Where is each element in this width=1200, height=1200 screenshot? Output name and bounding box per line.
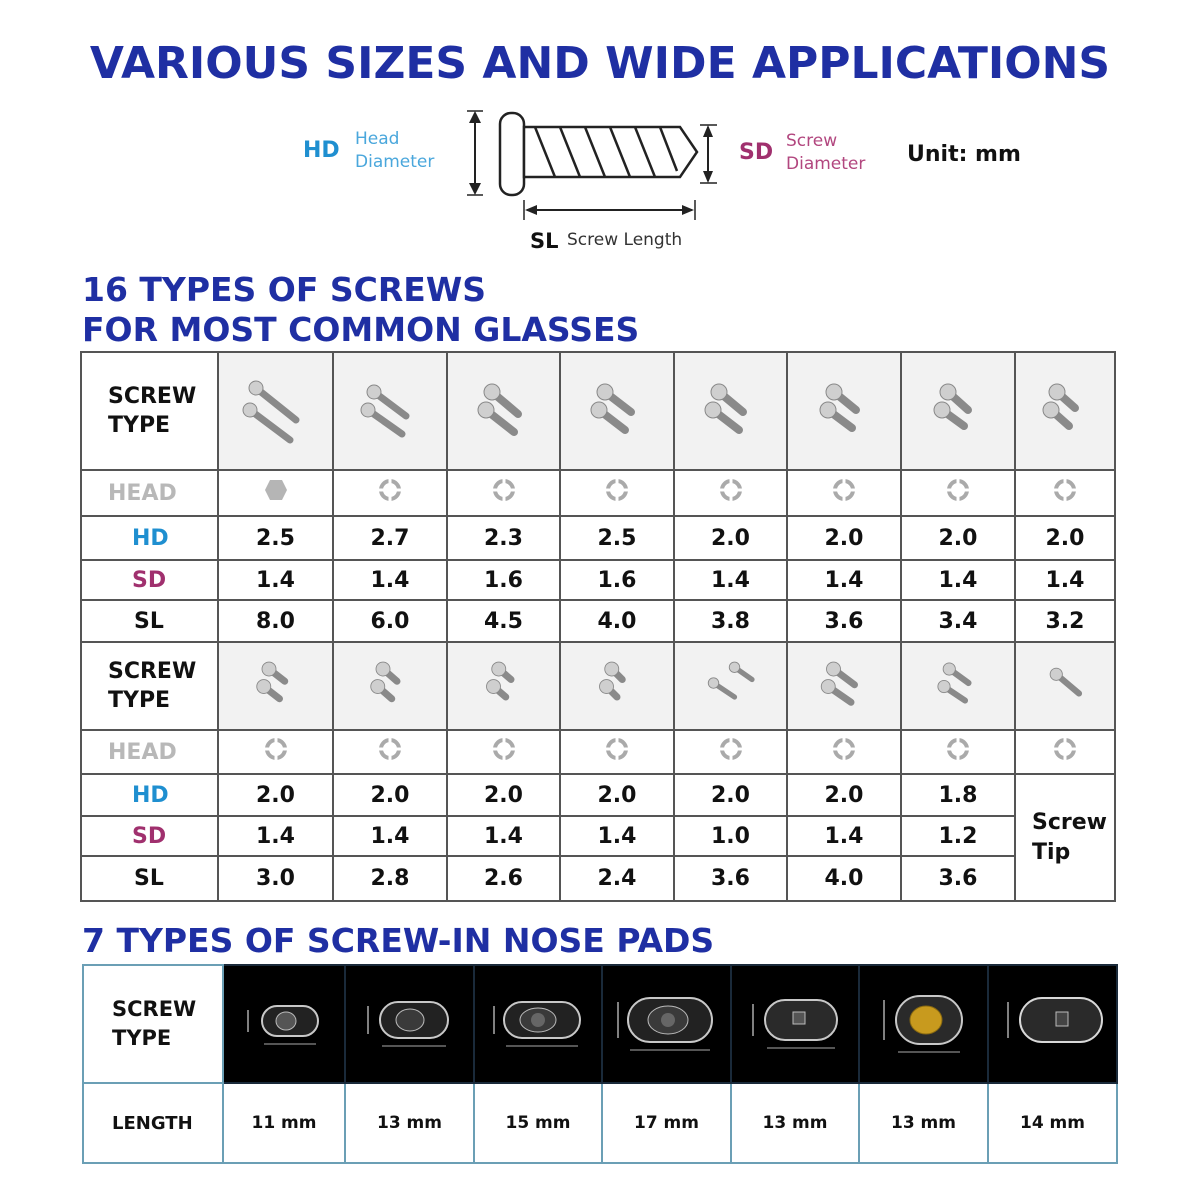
nose-pad-icon: [874, 982, 974, 1062]
screw-pair-icon: [469, 648, 539, 718]
screw-pair-icon: [1025, 368, 1105, 448]
hex-head-icon: [264, 478, 288, 502]
cross-head-icon: [719, 737, 743, 761]
sd-value: 1.4: [333, 560, 447, 600]
nose-pad-icon: [745, 982, 845, 1062]
pad-length-value: 15 mm: [474, 1083, 602, 1163]
hd-value: 2.0: [787, 516, 901, 560]
head-row-1: [81, 470, 1115, 516]
screw-pair-icon: [464, 368, 544, 448]
screw-type-row-2: [81, 642, 1115, 730]
hd-row-label: HD: [81, 516, 218, 560]
screw-pair-icon: [577, 368, 657, 448]
screw-diameter-label: [786, 130, 896, 176]
sl-value: 3.6: [901, 856, 1015, 901]
hd-row-1: [81, 516, 1115, 560]
hd-value: 2.0: [218, 774, 333, 816]
screw-type-label: [81, 352, 218, 470]
pad-length-value: 13 mm: [345, 1083, 474, 1163]
cross-head-icon: [946, 737, 970, 761]
pad-length-row: [83, 1083, 1117, 1163]
cross-head-icon: [605, 478, 629, 502]
screw-pair-icon: [696, 648, 766, 718]
head-diameter-label: [355, 128, 465, 174]
hd-value: 2.0: [333, 774, 447, 816]
hd-value: 2.7: [333, 516, 447, 560]
hd-row-2: [81, 774, 1115, 816]
sl-value: 4.0: [560, 600, 674, 642]
screw-pair-icon: [582, 648, 652, 718]
screw-image: [447, 642, 560, 730]
head-cell: [674, 730, 787, 774]
screw-type-label-line2: TYPE: [108, 688, 171, 713]
head-cell: [560, 470, 674, 516]
sl-value: 2.4: [560, 856, 674, 901]
hd-value: 2.0: [1015, 516, 1115, 560]
cross-head-icon: [946, 478, 970, 502]
nose-pad-image: [223, 965, 345, 1083]
cross-head-icon: [1053, 737, 1077, 761]
hd-value: 2.0: [560, 774, 674, 816]
sd-value: 1.4: [218, 816, 333, 856]
head-label: HEAD: [81, 730, 218, 774]
cross-head-icon: [1053, 478, 1077, 502]
sl-row-1: [81, 600, 1115, 642]
sd-value: 1.4: [901, 560, 1015, 600]
nose-pad-icon: [360, 982, 460, 1062]
screw-image: [674, 642, 787, 730]
cross-head-icon: [719, 478, 743, 502]
head-label: HEAD: [81, 470, 218, 516]
hd-value: 2.3: [447, 516, 560, 560]
hd-value: 2.0: [674, 516, 787, 560]
sl-value: 3.6: [787, 600, 901, 642]
screw-image: [333, 642, 447, 730]
nose-pad-icon: [612, 982, 722, 1062]
head-cell: [901, 470, 1015, 516]
head-cell: [560, 730, 674, 774]
pad-type-label-line1: SCREW: [112, 997, 197, 1021]
screw-pair-icon: [691, 368, 771, 448]
sd-row-1: [81, 560, 1115, 600]
cross-head-icon: [492, 478, 516, 502]
screw-diameter-line2: Diameter: [786, 154, 866, 174]
head-cell: [1015, 470, 1115, 516]
sl-value: 3.4: [901, 600, 1015, 642]
screw-image: [1015, 642, 1115, 730]
pad-length-value: 11 mm: [223, 1083, 345, 1163]
hd-label: HD: [303, 138, 340, 163]
sd-value: 1.4: [447, 816, 560, 856]
sd-value: 1.2: [901, 816, 1015, 856]
hd-value: 2.0: [901, 516, 1015, 560]
screws-section-heading: [82, 270, 639, 350]
sl-label: SL: [530, 229, 559, 253]
cross-head-icon: [378, 478, 402, 502]
screw-image: [218, 642, 333, 730]
sl-value: 2.6: [447, 856, 560, 901]
sd-row-label: SD: [81, 816, 218, 856]
cross-head-icon: [264, 737, 288, 761]
screw-image: [218, 352, 333, 470]
cross-head-icon: [605, 737, 629, 761]
hd-value: 2.0: [787, 774, 901, 816]
head-cell: [447, 730, 560, 774]
sl-value: 2.8: [333, 856, 447, 901]
pad-type-label-line2: TYPE: [112, 1026, 172, 1050]
screw-diameter-line1: Screw: [786, 131, 838, 151]
screw-pair-icon: [804, 368, 884, 448]
screw-image: [674, 352, 787, 470]
head-cell: [901, 730, 1015, 774]
head-cell: [1015, 730, 1115, 774]
nose-pad-icon: [998, 982, 1108, 1062]
screw-image: [447, 352, 560, 470]
screw-tip-icon: [1030, 648, 1100, 718]
nose-pad-image: [731, 965, 859, 1083]
screw-type-label: [81, 642, 218, 730]
screw-image: [787, 352, 901, 470]
screw-pair-icon: [923, 648, 993, 718]
sd-value: 1.6: [447, 560, 560, 600]
screws-heading-line1: 16 TYPES OF SCREWS: [82, 270, 486, 309]
head-diameter-line2: Diameter: [355, 152, 435, 172]
pad-length-value: 13 mm: [859, 1083, 988, 1163]
screw-pair-icon: [918, 368, 998, 448]
sd-value: 1.4: [560, 816, 674, 856]
sd-value: 1.0: [674, 816, 787, 856]
hd-value: 1.8: [901, 774, 1015, 816]
sl-value: 3.0: [218, 856, 333, 901]
screw-pair-icon: [236, 368, 316, 448]
sd-value: 1.4: [1015, 560, 1115, 600]
screw-tip-line2: Tip: [1032, 839, 1071, 865]
nose-pad-image: [859, 965, 988, 1083]
pad-length-value: 14 mm: [988, 1083, 1117, 1163]
hd-value: 2.5: [560, 516, 674, 560]
pad-length-label: LENGTH: [83, 1083, 223, 1163]
head-cell: [333, 470, 447, 516]
sd-row-label: SD: [81, 560, 218, 600]
sd-value: 1.4: [333, 816, 447, 856]
pad-length-value: 13 mm: [731, 1083, 859, 1163]
head-cell: [333, 730, 447, 774]
sl-value: 4.5: [447, 600, 560, 642]
sl-value: 3.8: [674, 600, 787, 642]
head-cell: [218, 730, 333, 774]
screw-pair-icon: [809, 648, 879, 718]
screw-image: [901, 352, 1015, 470]
page-title: VARIOUS SIZES AND WIDE APPLICATIONS: [89, 38, 1111, 89]
head-cell: [787, 470, 901, 516]
head-row-2: [81, 730, 1115, 774]
screw-image: [787, 642, 901, 730]
unit-label: Unit: mm: [907, 142, 1021, 167]
screw-image: [560, 642, 674, 730]
screws-heading-line2: FOR MOST COMMON GLASSES: [82, 310, 640, 349]
sl-value: 3.6: [674, 856, 787, 901]
screw-image: [333, 352, 447, 470]
head-cell: [787, 730, 901, 774]
sl-value: 6.0: [333, 600, 447, 642]
nose-pad-image: [602, 965, 731, 1083]
screw-pair-icon: [355, 648, 425, 718]
sl-row-label: SL: [81, 856, 218, 901]
hd-row-label: HD: [81, 774, 218, 816]
nose-pad-image: [345, 965, 474, 1083]
sd-value: 1.4: [787, 816, 901, 856]
sl-value: 8.0: [218, 600, 333, 642]
hd-value: 2.5: [218, 516, 333, 560]
sd-label: SD: [739, 140, 774, 165]
screw-tip-cell: [1015, 774, 1115, 901]
head-cell: [218, 470, 333, 516]
nose-pads-table: [82, 964, 1118, 1164]
cross-head-icon: [832, 478, 856, 502]
screw-type-label-line1: SCREW: [108, 384, 197, 409]
cross-head-icon: [378, 737, 402, 761]
pad-type-label: [83, 965, 223, 1083]
screw-pair-icon: [350, 368, 430, 448]
sl-value: 4.0: [787, 856, 901, 901]
screw-image: [1015, 352, 1115, 470]
screw-pair-icon: [241, 648, 311, 718]
nose-pad-icon: [488, 982, 588, 1062]
head-cell: [447, 470, 560, 516]
sd-row-2: [81, 816, 1115, 856]
sl-value: 3.2: [1015, 600, 1115, 642]
pad-type-row: [83, 965, 1117, 1083]
hd-value: 2.0: [447, 774, 560, 816]
head-diameter-line1: Head: [355, 129, 400, 149]
sd-value: 1.6: [560, 560, 674, 600]
sd-value: 1.4: [787, 560, 901, 600]
screw-dimension-diagram: [455, 105, 725, 230]
sl-row-label: SL: [81, 600, 218, 642]
nose-pad-image: [988, 965, 1117, 1083]
screw-type-row-1: [81, 352, 1115, 470]
screw-tip-line1: Screw: [1032, 809, 1107, 835]
nose-pad-image: [474, 965, 602, 1083]
head-cell: [674, 470, 787, 516]
screw-type-label-line2: TYPE: [108, 413, 171, 438]
cross-head-icon: [832, 737, 856, 761]
screw-image: [901, 642, 1015, 730]
screw-type-label-line1: SCREW: [108, 659, 197, 684]
sd-value: 1.4: [674, 560, 787, 600]
nose-pad-icon: [234, 982, 334, 1062]
screw-length-label: Screw Length: [567, 230, 683, 250]
sl-row-2: [81, 856, 1115, 901]
screws-table: [80, 351, 1116, 902]
sd-value: 1.4: [218, 560, 333, 600]
hd-value: 2.0: [674, 774, 787, 816]
screw-image: [560, 352, 674, 470]
nose-pads-section-heading: 7 TYPES OF SCREW-IN NOSE PADS: [82, 921, 715, 960]
pad-length-value: 17 mm: [602, 1083, 731, 1163]
cross-head-icon: [492, 737, 516, 761]
